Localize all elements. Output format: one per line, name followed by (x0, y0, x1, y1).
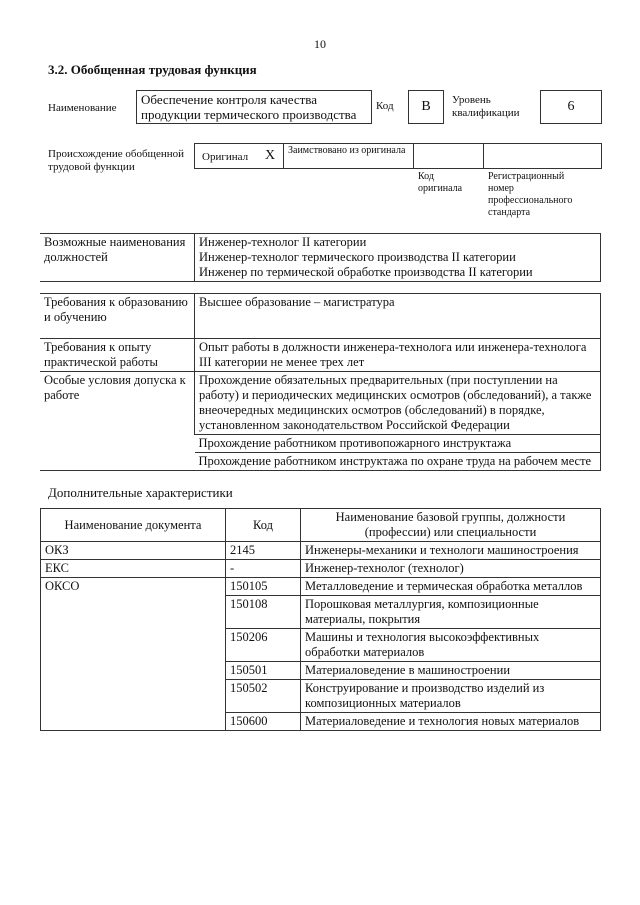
doc-code: 2145 (226, 542, 301, 560)
level-label: Уровень квалификации (452, 94, 520, 119)
table-row (41, 560, 601, 578)
doc-code: 150600 (226, 713, 301, 731)
positions-list (195, 234, 601, 282)
borrowed-label: Заимствовано из оригинала (288, 145, 406, 156)
name-label: Наименование (48, 102, 117, 114)
positions-label: Возможные наименования должностей (40, 234, 195, 282)
experience-label: Требования к опыту практической работы (40, 339, 195, 372)
code-label: Код (376, 100, 394, 112)
origin-table (194, 143, 602, 169)
special-conditions-label: Особые условия допуска к работе (40, 372, 195, 471)
code-original-caption: Код оригинала (418, 171, 463, 194)
doc-name: ОКЗ (41, 542, 226, 560)
divider (483, 144, 484, 168)
doc-title: Материаловедение и технология новых материалов (301, 713, 601, 731)
education-value: Высшее образование – магистратура (195, 294, 601, 339)
education-label: Требования к образованию и обучению (40, 294, 195, 339)
function-name-box (136, 90, 372, 124)
position-item: Инженер по термической обработке производства II категории (199, 265, 533, 279)
special-condition: Прохождение работником противопожарного инструктажа (195, 435, 601, 453)
doc-code: 150105 (226, 578, 301, 596)
doc-title: Порошковая металлургия, композиционные материалы, покрытия (301, 596, 601, 629)
function-name: Обеспечение контроля качества продукции термического производства (141, 92, 357, 122)
doc-code: 150502 (226, 680, 301, 713)
reg-number-caption: Регистрационный номер профессионального стандарта (488, 171, 573, 218)
doc-code: 150206 (226, 629, 301, 662)
section-title: 3.2. Обобщенная трудовая функция (48, 62, 257, 77)
doc-title: Машины и технология высокоэффективных обработки материалов (301, 629, 601, 662)
doc-title: Металловедение и термическая обработка металлов (301, 578, 601, 596)
table-row (41, 542, 601, 560)
column-header: Код (226, 509, 301, 542)
requirements-table (40, 293, 601, 471)
doc-title: Инженеры-механики и технологи машиностроения (301, 542, 601, 560)
origin-label: Происхождение обобщенной трудовой функции (48, 148, 185, 173)
doc-code: 150108 (226, 596, 301, 629)
column-header: Наименование документа (41, 509, 226, 542)
level-value: 6 (540, 90, 602, 124)
table-row (41, 578, 601, 596)
code-value: B (408, 90, 444, 124)
doc-title: Конструирование и производство изделий из композиционных материалов (301, 680, 601, 713)
special-condition: Прохождение работником инструктажа по охране труда на рабочем месте (195, 453, 601, 471)
position-item: Инженер-технолог II категории (199, 235, 367, 249)
divider (283, 144, 284, 168)
position-item: Инженер-технолог термического производства II категории (199, 250, 516, 264)
additional-title: Дополнительные характеристики (48, 485, 233, 500)
doc-title: Инженер-технолог (технолог) (301, 560, 601, 578)
column-header: Наименование базовой группы, должности (профессии) или специальности (301, 509, 601, 542)
doc-name: ОКСО (41, 578, 226, 731)
original-label: Оригинал (202, 151, 249, 163)
additional-table (40, 508, 601, 731)
doc-code: - (226, 560, 301, 578)
positions-table (40, 233, 601, 282)
original-mark: X (265, 148, 276, 163)
experience-value: Опыт работы в должности инженера-технолога или инженера-технолога III категории не менее трех лет (195, 339, 601, 372)
divider (413, 144, 414, 168)
page-number: 10 (314, 37, 326, 51)
doc-name: ЕКС (41, 560, 226, 578)
doc-title: Материаловедение в машиностроении (301, 662, 601, 680)
doc-code: 150501 (226, 662, 301, 680)
special-condition: Прохождение обязательных предварительных (при поступлении на работу) и периодических медицинских осмотров (обследований), а также внеочередных медицинских осмотров (обследований) в порядке, установленном законодательством Российской Федерации (195, 372, 601, 435)
